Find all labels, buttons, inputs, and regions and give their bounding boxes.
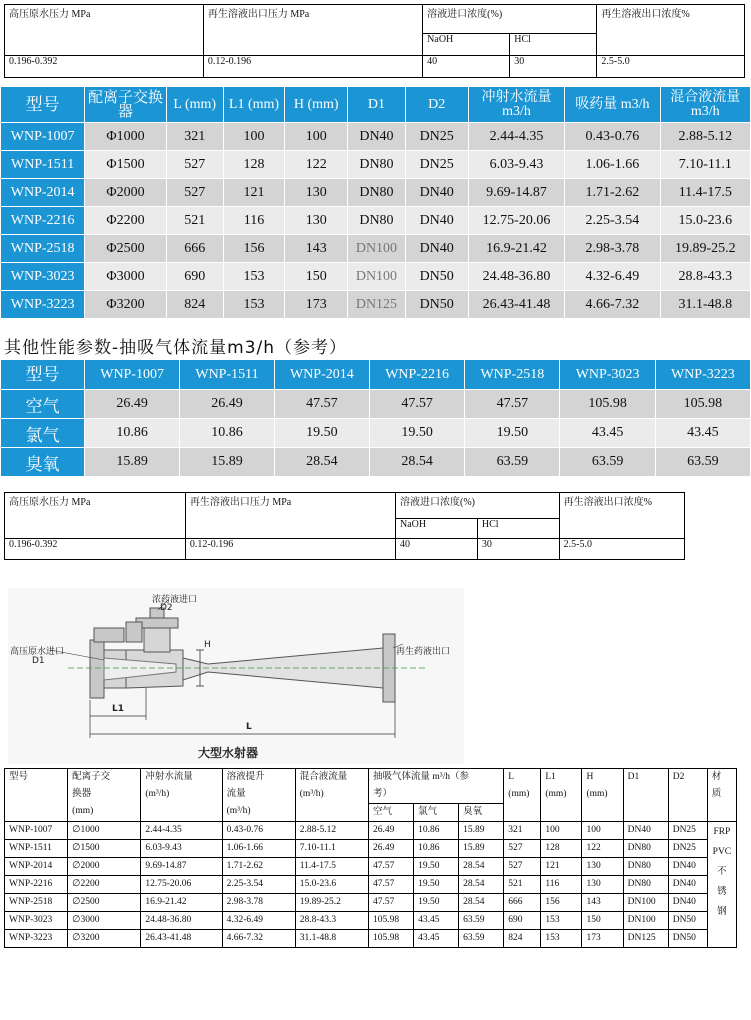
model-header-l1: L1 (mm) — [223, 87, 284, 123]
model-row — [1, 263, 751, 291]
model-row — [1, 235, 751, 263]
model-cell: 28.8-43.3 — [660, 263, 750, 291]
big-cell: 63.59 — [459, 912, 504, 930]
big-header-d2: D2 — [668, 769, 707, 822]
big-row — [5, 894, 737, 912]
gas-cell: 43.45 — [560, 419, 655, 448]
ejector-diagram — [8, 588, 464, 764]
diagram-label-raw-inlet: 高压原水进口 — [10, 647, 65, 657]
gas-header: WNP-2216 — [369, 360, 464, 390]
big-cell: WNP-3223 — [5, 930, 68, 948]
spec2-header-outlet-pressure: 再生溶液出口压力 MPa — [185, 493, 395, 539]
big-row — [5, 858, 737, 876]
spec-header-outlet-conc: 再生溶液出口浓度% — [597, 5, 745, 56]
model-cell: 121 — [223, 179, 284, 207]
gas-cell: 15.89 — [180, 448, 274, 477]
material-line: 钢 — [717, 907, 727, 917]
big-cell: DN40 — [668, 858, 707, 876]
big-cell: 824 — [504, 930, 541, 948]
gas-cell: 63.59 — [465, 448, 560, 477]
gas-cell: 28.54 — [274, 448, 369, 477]
model-row — [1, 179, 751, 207]
big-cell: 2.44-4.35 — [141, 822, 222, 840]
model-cell: 153 — [223, 291, 284, 319]
spec-value: 0.196-0.392 — [5, 56, 204, 78]
combined-table — [4, 768, 737, 948]
big-cell: 19.50 — [414, 894, 459, 912]
spec-value: 30 — [510, 56, 597, 78]
model-row — [1, 207, 751, 235]
big-cell: WNP-2014 — [5, 858, 68, 876]
model-cell: 2.98-3.78 — [565, 235, 660, 263]
material-line: 锈 — [717, 887, 727, 897]
big-header-mix: 混合液流量 (m³/h) — [295, 769, 368, 822]
section-title: 其他性能参数-抽吸气体流量m3/h（参考） — [4, 338, 348, 358]
spec-subheader-naoh: NaOH — [423, 34, 510, 56]
big-cell: WNP-2518 — [5, 894, 68, 912]
spec2-value: 0.12-0.196 — [185, 539, 395, 560]
spec2-value: 40 — [396, 539, 478, 560]
big-cell: WNP-3023 — [5, 912, 68, 930]
model-header-mix-flow: 混合液流量 m3/h — [660, 87, 750, 123]
gas-cell: 105.98 — [655, 390, 750, 419]
big-cell: ∅1000 — [68, 822, 141, 840]
spec2-header-inlet-conc: 溶液进口浓度(%) — [396, 493, 560, 519]
big-cell: DN80 — [623, 840, 668, 858]
big-cell: 7.10-11.1 — [295, 840, 368, 858]
big-cell: DN100 — [623, 912, 668, 930]
big-cell: 156 — [541, 894, 582, 912]
model-cell: 100 — [285, 123, 348, 151]
big-cell: 153 — [541, 912, 582, 930]
model-cell-name: WNP-3023 — [1, 263, 85, 291]
model-header-exchanger: 配离子交换器 — [85, 87, 166, 123]
big-cell: 121 — [541, 858, 582, 876]
spec-header-inlet-conc: 溶液进口浓度(%) — [423, 5, 597, 34]
big-header-h: H (mm) — [582, 769, 623, 822]
big-cell: 26.49 — [368, 822, 413, 840]
big-cell: 527 — [504, 858, 541, 876]
model-cell: DN80 — [348, 151, 405, 179]
model-cell: 26.43-41.48 — [468, 291, 564, 319]
spec2-value: 2.5-5.0 — [559, 539, 684, 560]
model-header-model: 型号 — [1, 87, 85, 123]
model-cell: 156 — [223, 235, 284, 263]
big-row — [5, 930, 737, 948]
big-cell: 4.66-7.32 — [222, 930, 295, 948]
big-cell: ∅3000 — [68, 912, 141, 930]
big-cell: DN25 — [668, 840, 707, 858]
big-cell: ∅2500 — [68, 894, 141, 912]
gas-header: WNP-1007 — [85, 360, 180, 390]
big-cell: 10.86 — [414, 822, 459, 840]
model-cell: 321 — [166, 123, 223, 151]
big-cell: 28.54 — [459, 858, 504, 876]
model-cell: 1.71-2.62 — [565, 179, 660, 207]
gas-header: WNP-3023 — [560, 360, 655, 390]
model-cell: 12.75-20.06 — [468, 207, 564, 235]
gas-cell: 26.49 — [180, 390, 274, 419]
diagram-label-h: H — [204, 640, 211, 650]
big-header-ozone: 臭氧 — [459, 804, 504, 822]
diagram-label-outlet: 再生药液出口 — [396, 647, 451, 657]
gas-cell-name: 氯气 — [1, 419, 85, 448]
big-cell: 690 — [504, 912, 541, 930]
gas-cell: 19.50 — [369, 419, 464, 448]
diagram-label-d2: D2 — [160, 603, 173, 613]
spec2-value: 0.196-0.392 — [5, 539, 186, 560]
big-cell: DN40 — [668, 894, 707, 912]
model-cell: 24.48-36.80 — [468, 263, 564, 291]
diagram-label-d1: D1 — [32, 656, 45, 666]
big-cell: 16.9-21.42 — [141, 894, 222, 912]
big-cell: 100 — [541, 822, 582, 840]
model-cell: DN80 — [348, 207, 405, 235]
big-header-model: 型号 — [5, 769, 68, 822]
big-cell: 0.43-0.76 — [222, 822, 295, 840]
gas-cell: 63.59 — [560, 448, 655, 477]
big-cell: 130 — [582, 858, 623, 876]
model-cell: Φ2000 — [85, 179, 166, 207]
big-cell: WNP-1007 — [5, 822, 68, 840]
model-cell: 2.88-5.12 — [660, 123, 750, 151]
material-line: 不 — [717, 867, 727, 877]
diagram-label-l1: L1 — [112, 704, 124, 714]
big-cell: WNP-1511 — [5, 840, 68, 858]
model-cell: Φ1500 — [85, 151, 166, 179]
model-row — [1, 291, 751, 319]
model-cell: DN25 — [405, 123, 468, 151]
model-cell: DN40 — [405, 179, 468, 207]
gas-cell: 63.59 — [655, 448, 750, 477]
big-cell: DN50 — [668, 912, 707, 930]
model-cell: DN50 — [405, 291, 468, 319]
model-cell: 7.10-11.1 — [660, 151, 750, 179]
model-cell: 2.25-3.54 — [565, 207, 660, 235]
model-cell: 6.03-9.43 — [468, 151, 564, 179]
big-cell: DN125 — [623, 930, 668, 948]
model-cell: DN40 — [405, 207, 468, 235]
model-cell: 527 — [166, 151, 223, 179]
model-cell-name: WNP-1511 — [1, 151, 85, 179]
big-header-gas: 抽吸气体流量 m³/h（参 考） — [368, 769, 503, 804]
gas-cell: 26.49 — [85, 390, 180, 419]
ejector-drawing — [8, 588, 464, 764]
big-cell: 47.57 — [368, 894, 413, 912]
big-cell: 153 — [541, 930, 582, 948]
big-cell: 105.98 — [368, 912, 413, 930]
model-cell: 130 — [285, 179, 348, 207]
model-cell: DN100 — [348, 235, 405, 263]
big-cell: DN40 — [623, 822, 668, 840]
gas-row — [1, 419, 751, 448]
big-row — [5, 876, 737, 894]
big-header-d1: D1 — [623, 769, 668, 822]
model-cell: 143 — [285, 235, 348, 263]
gas-cell: 15.89 — [85, 448, 180, 477]
gas-row — [1, 390, 751, 419]
model-cell: 173 — [285, 291, 348, 319]
diagram-label-conc-inlet: 浓药液进口 — [152, 595, 198, 605]
gas-cell-name: 空气 — [1, 390, 85, 419]
spec-value: 0.12-0.196 — [203, 56, 422, 78]
spec-subheader-hcl: HCl — [510, 34, 597, 56]
gas-cell: 105.98 — [560, 390, 655, 419]
model-header-l: L (mm) — [166, 87, 223, 123]
model-table — [0, 86, 751, 319]
model-cell: Φ3200 — [85, 291, 166, 319]
model-cell: Φ2200 — [85, 207, 166, 235]
big-cell: 28.8-43.3 — [295, 912, 368, 930]
big-cell: 1.06-1.66 — [222, 840, 295, 858]
big-cell: 47.57 — [368, 858, 413, 876]
big-cell: 26.49 — [368, 840, 413, 858]
gas-header: WNP-2518 — [465, 360, 560, 390]
big-cell: 11.4-17.5 — [295, 858, 368, 876]
spec-value: 40 — [423, 56, 510, 78]
gas-header: WNP-2014 — [274, 360, 369, 390]
model-header-jet-flow: 冲射水流量 m3/h — [468, 87, 564, 123]
big-header-lift: 溶液提升 流量 (m³/h) — [222, 769, 295, 822]
model-cell: 100 — [223, 123, 284, 151]
model-cell: 2.44-4.35 — [468, 123, 564, 151]
spec-value: 2.5-5.0 — [597, 56, 745, 78]
big-cell: 19.50 — [414, 876, 459, 894]
big-cell: 15.89 — [459, 840, 504, 858]
big-cell: 28.54 — [459, 894, 504, 912]
big-cell: DN80 — [623, 858, 668, 876]
model-cell: 122 — [285, 151, 348, 179]
spec-header-outlet-pressure: 再生溶液出口压力 MPa — [203, 5, 422, 56]
big-cell: ∅2000 — [68, 858, 141, 876]
model-cell: Φ3000 — [85, 263, 166, 291]
model-cell: 150 — [285, 263, 348, 291]
gas-cell: 19.50 — [465, 419, 560, 448]
model-cell: 11.4-17.5 — [660, 179, 750, 207]
gas-cell: 47.57 — [369, 390, 464, 419]
big-cell-material — [707, 822, 736, 948]
model-cell: 4.66-7.32 — [565, 291, 660, 319]
model-cell: DN125 — [348, 291, 405, 319]
big-header-air: 空气 — [368, 804, 413, 822]
big-cell: 12.75-20.06 — [141, 876, 222, 894]
big-cell: 173 — [582, 930, 623, 948]
spec2-header-outlet-conc: 再生溶液出口浓度% — [559, 493, 684, 539]
model-cell: 16.9-21.42 — [468, 235, 564, 263]
big-cell: WNP-2216 — [5, 876, 68, 894]
big-cell: 2.88-5.12 — [295, 822, 368, 840]
model-cell-name: WNP-2518 — [1, 235, 85, 263]
big-cell: ∅3200 — [68, 930, 141, 948]
gas-cell: 43.45 — [655, 419, 750, 448]
big-cell: 143 — [582, 894, 623, 912]
model-cell: DN40 — [405, 235, 468, 263]
model-cell-name: WNP-2216 — [1, 207, 85, 235]
big-cell: DN100 — [623, 894, 668, 912]
model-cell: 116 — [223, 207, 284, 235]
big-row — [5, 840, 737, 858]
big-cell: 47.57 — [368, 876, 413, 894]
big-cell: DN80 — [623, 876, 668, 894]
big-cell: 128 — [541, 840, 582, 858]
model-cell-name: WNP-1007 — [1, 123, 85, 151]
big-header-material: 材 质 — [707, 769, 736, 822]
big-header-l1: L1 (mm) — [541, 769, 582, 822]
gas-header: WNP-3223 — [655, 360, 750, 390]
spec2-value: 30 — [477, 539, 559, 560]
big-header-l: L (mm) — [504, 769, 541, 822]
model-cell: DN40 — [348, 123, 405, 151]
spec2-header-raw-pressure: 高压原水压力 MPa — [5, 493, 186, 539]
model-cell: 9.69-14.87 — [468, 179, 564, 207]
model-cell: 130 — [285, 207, 348, 235]
model-cell-name: WNP-3223 — [1, 291, 85, 319]
gas-row — [1, 448, 751, 477]
big-cell: 130 — [582, 876, 623, 894]
model-cell: 521 — [166, 207, 223, 235]
model-cell: 15.0-23.6 — [660, 207, 750, 235]
big-cell: 116 — [541, 876, 582, 894]
big-cell: 31.1-48.8 — [295, 930, 368, 948]
big-cell: 2.25-3.54 — [222, 876, 295, 894]
big-cell: 6.03-9.43 — [141, 840, 222, 858]
gas-header: WNP-1511 — [180, 360, 274, 390]
model-header-d2: D2 — [405, 87, 468, 123]
big-cell: 321 — [504, 822, 541, 840]
gas-header: 型号 — [1, 360, 85, 390]
model-cell: 1.06-1.66 — [565, 151, 660, 179]
gas-cell: 28.54 — [369, 448, 464, 477]
big-cell: 150 — [582, 912, 623, 930]
big-cell: 43.45 — [414, 930, 459, 948]
model-cell: 527 — [166, 179, 223, 207]
spec2-subheader-hcl: HCl — [477, 519, 559, 539]
model-cell: 4.32-6.49 — [565, 263, 660, 291]
gas-cell: 47.57 — [465, 390, 560, 419]
big-cell: 26.43-41.48 — [141, 930, 222, 948]
spec-table-2 — [4, 492, 685, 560]
model-cell-name: WNP-2014 — [1, 179, 85, 207]
model-header-h: H (mm) — [285, 87, 348, 123]
diagram-label-l: L — [246, 722, 252, 732]
big-cell: 122 — [582, 840, 623, 858]
model-cell: Φ1000 — [85, 123, 166, 151]
model-cell: 824 — [166, 291, 223, 319]
big-cell: 63.59 — [459, 930, 504, 948]
big-cell: 666 — [504, 894, 541, 912]
gas-table — [0, 359, 751, 477]
spec2-subheader-naoh: NaOH — [396, 519, 478, 539]
spec-table — [4, 4, 745, 78]
big-cell: DN50 — [668, 930, 707, 948]
model-cell: Φ2500 — [85, 235, 166, 263]
model-header-d1: D1 — [348, 87, 405, 123]
big-cell: 1.71-2.62 — [222, 858, 295, 876]
big-cell: DN25 — [668, 822, 707, 840]
gas-cell: 10.86 — [180, 419, 274, 448]
material-line: PVC — [712, 847, 732, 857]
big-cell: 10.86 — [414, 840, 459, 858]
model-cell: 153 — [223, 263, 284, 291]
big-header-jet: 冲射水流量 (m³/h) — [141, 769, 222, 822]
model-cell: 666 — [166, 235, 223, 263]
model-cell: DN80 — [348, 179, 405, 207]
big-cell: 100 — [582, 822, 623, 840]
big-cell: 2.98-3.78 — [222, 894, 295, 912]
big-cell: 105.98 — [368, 930, 413, 948]
big-cell: 19.50 — [414, 858, 459, 876]
big-cell: 28.54 — [459, 876, 504, 894]
gas-cell-name: 臭氧 — [1, 448, 85, 477]
model-cell: 128 — [223, 151, 284, 179]
gas-cell: 47.57 — [274, 390, 369, 419]
model-cell: DN50 — [405, 263, 468, 291]
model-cell: 690 — [166, 263, 223, 291]
model-row — [1, 123, 751, 151]
model-row — [1, 151, 751, 179]
gas-cell: 10.86 — [85, 419, 180, 448]
big-cell: 24.48-36.80 — [141, 912, 222, 930]
big-cell: DN40 — [668, 876, 707, 894]
big-row — [5, 912, 737, 930]
big-cell: ∅2200 — [68, 876, 141, 894]
big-cell: 15.0-23.6 — [295, 876, 368, 894]
big-cell: 19.89-25.2 — [295, 894, 368, 912]
big-cell: 521 — [504, 876, 541, 894]
model-cell: 31.1-48.8 — [660, 291, 750, 319]
big-cell: 43.45 — [414, 912, 459, 930]
model-cell: 0.43-0.76 — [565, 123, 660, 151]
spec-header-raw-pressure: 高压原水压力 MPa — [5, 5, 204, 56]
big-cell: 15.89 — [459, 822, 504, 840]
model-cell: 19.89-25.2 — [660, 235, 750, 263]
model-cell: DN25 — [405, 151, 468, 179]
big-header-chlorine: 氯气 — [414, 804, 459, 822]
big-row — [5, 822, 737, 840]
big-cell: 9.69-14.87 — [141, 858, 222, 876]
model-header-suction: 吸药量 m3/h — [565, 87, 660, 123]
big-cell: ∅1500 — [68, 840, 141, 858]
model-cell: DN100 — [348, 263, 405, 291]
material-line: FRP — [713, 827, 731, 837]
big-cell: 527 — [504, 840, 541, 858]
big-header-exchanger: 配离子交 换器 (mm) — [68, 769, 141, 822]
diagram-caption: 大型水射器 — [198, 746, 259, 760]
big-cell: 4.32-6.49 — [222, 912, 295, 930]
gas-cell: 19.50 — [274, 419, 369, 448]
